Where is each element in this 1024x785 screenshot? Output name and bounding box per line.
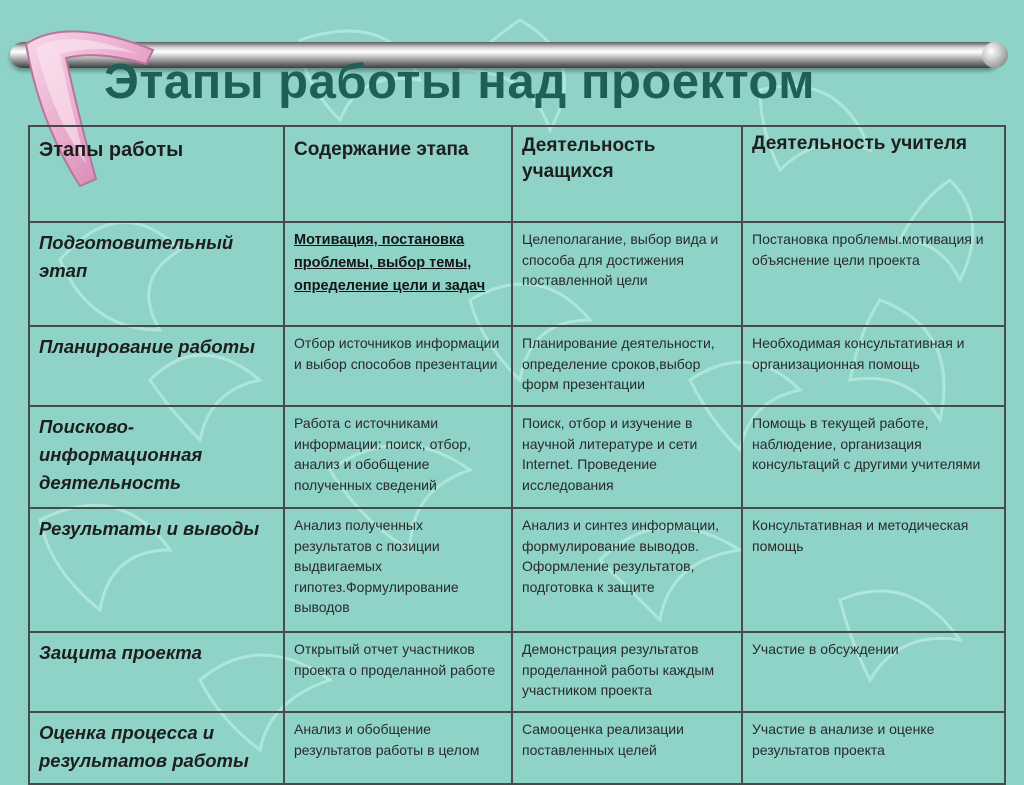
table-row	[29, 222, 1005, 326]
header-teacher: Деятельность учителя	[742, 126, 1005, 222]
content-cell: Анализ полученных результатов с позиции выдвигаемых гипотез.Формулирование выводов	[284, 508, 512, 632]
content-cell: Анализ и обобщение результатов работы в целом	[284, 712, 512, 784]
table-row	[29, 712, 1005, 784]
students-cell: Планирование деятельности, определение сроков,выбор форм презентации	[512, 326, 742, 406]
header-content: Содержание этапа	[284, 126, 512, 222]
teacher-cell: Участие в анализе и оценке результатов проекта	[742, 712, 1005, 784]
teacher-cell: Консультативная и методическая помощь	[742, 508, 1005, 632]
teacher-cell: Помощь в текущей работе, наблюдение, организация консультаций с другими учителями	[742, 406, 1005, 508]
project-stages-table	[28, 125, 1006, 785]
content-cell: Работа с источниками информации: поиск, отбор, анализ и обобщение полученных сведений	[284, 406, 512, 508]
teacher-cell: Участие в обсуждении	[742, 632, 1005, 712]
stage-cell: Защита проекта	[29, 632, 284, 712]
teacher-cell: Необходимая консультативная и организационная помощь	[742, 326, 1005, 406]
stage-cell: Оценка процесса и результатов работы	[29, 712, 284, 784]
table-row	[29, 508, 1005, 632]
students-cell: Самооценка реализации поставленных целей	[512, 712, 742, 784]
rod-end-cap	[982, 42, 1008, 68]
header-students: Деятельность учащихся	[512, 126, 742, 222]
content-cell: Отбор источников информации и выбор способов презентации	[284, 326, 512, 406]
table-row	[29, 406, 1005, 508]
table-row	[29, 326, 1005, 406]
students-cell: Поиск, отбор и изучение в научной литературе и сети Internet. Проведение исследования	[512, 406, 742, 508]
teacher-cell: Постановка проблемы.мотивация и объяснение цели проекта	[742, 222, 1005, 326]
students-cell: Демонстрация результатов проделанной работы каждым участником проекта	[512, 632, 742, 712]
content-cell: Открытый отчет участников проекта о проделанной работе	[284, 632, 512, 712]
table-header-row	[29, 126, 1005, 222]
students-cell: Анализ и синтез информации, формулирование выводов. Оформление результатов, подготовка к защите	[512, 508, 742, 632]
page-title: Этапы работы над проектом	[104, 55, 815, 109]
stage-cell: Планирование работы	[29, 326, 284, 406]
header-stages: Этапы работы	[29, 126, 284, 222]
stage-cell: Результаты и выводы	[29, 508, 284, 632]
stage-cell: Подготовительный этап	[29, 222, 284, 326]
table-row	[29, 632, 1005, 712]
students-cell: Целеполагание, выбор вида и способа для достижения поставленной цели	[512, 222, 742, 326]
stage-cell: Поисково-информационная деятельность	[29, 406, 284, 508]
content-cell: Мотивация, постановка проблемы, выбор темы, определение цели и задач	[284, 222, 512, 326]
